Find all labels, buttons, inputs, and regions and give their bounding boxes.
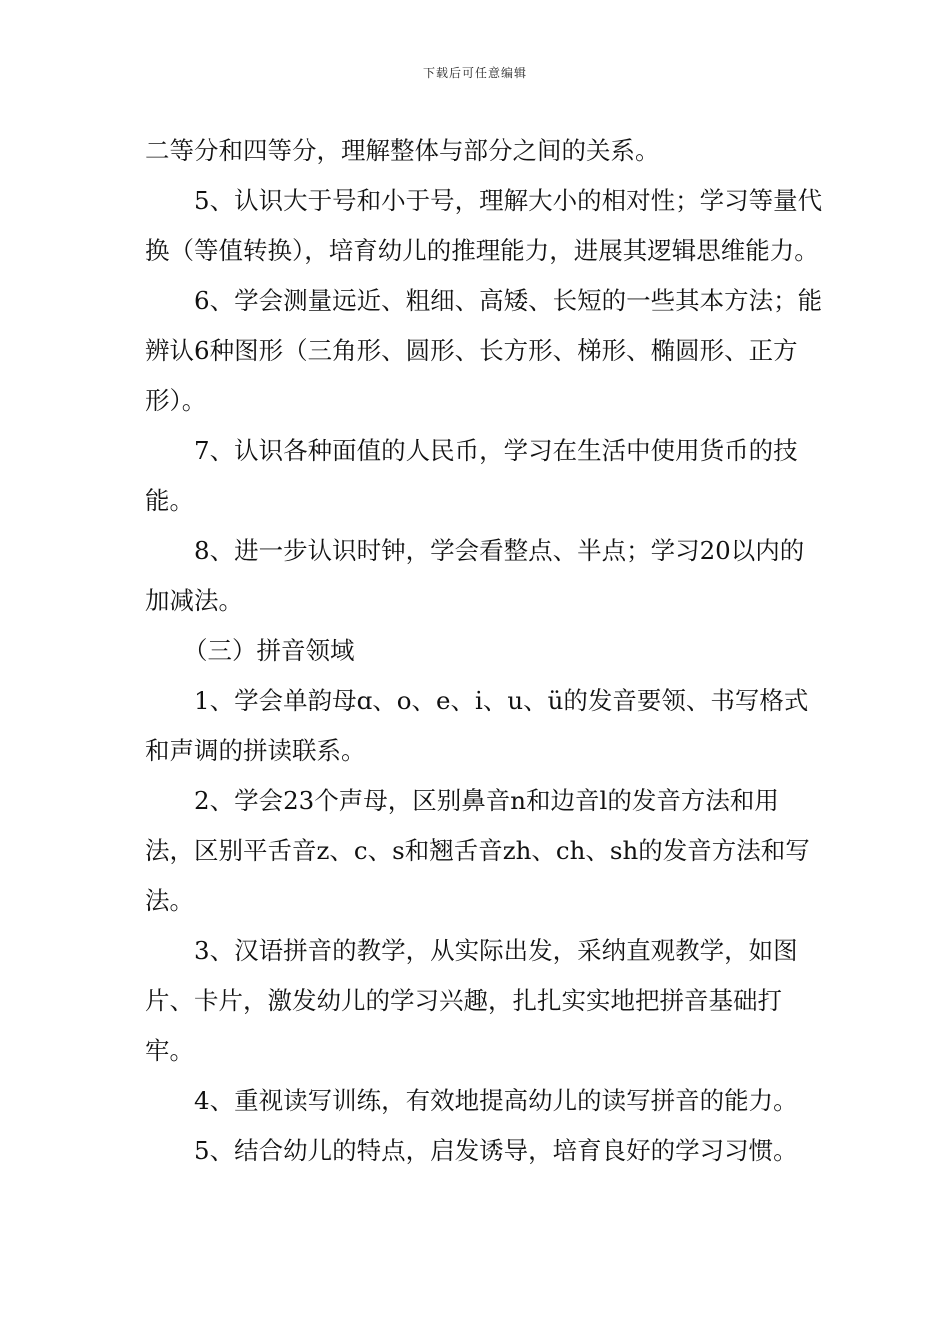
paragraph-0: 二等分和四等分，理解整体与部分之间的关系。 [145,136,660,165]
paragraph-10: 5、结合幼儿的特点，启发诱导，培育良好的学习习惯。 [194,1136,798,1165]
paragraph-6: 1、学会单韵母ɑ、o、e、i、u、ü的发音要领、书写格式和声调的拼读联系。 [145,686,809,765]
paragraph-4: 8、进一步认识时钟，学会看整点、半点；学习20以内的加减法。 [145,536,805,615]
paragraph-2: 6、学会测量远近、粗细、高矮、长短的一些其本方法；能辨认6种图形（三角形、圆形、长方形、梯形、椭圆形、正方形）。 [145,286,823,415]
paragraph-9: 4、重视读写训练，有效地提高幼儿的读写拼音的能力。 [194,1086,798,1115]
paragraph-1: 5、认识大于号和小于号，理解大小的相对性；学习等量代换（等值转换），培育幼儿的推理能力，进展其逻辑思维能力。 [145,186,823,265]
page-header: 下载后可任意编辑 [422,66,527,80]
paragraph-3: 7、认识各种面值的人民币，学习在生活中使用货币的技能。 [145,436,798,515]
section-heading-pinyin: （三）拼音领域 [183,636,355,665]
paragraph-7: 2、学会23个声母，区别鼻音n和边音l的发音方法和用法，区别平舌音z、c、s和翘舌音zh、ch、sh的发音方法和写法。 [145,786,810,915]
paragraph-8: 3、汉语拼音的教学，从实际出发，采纳直观教学，如图片、卡片，激发幼儿的学习兴趣，扎扎实实地把拼音基础打牢。 [145,936,798,1065]
document-body [145,126,825,1176]
